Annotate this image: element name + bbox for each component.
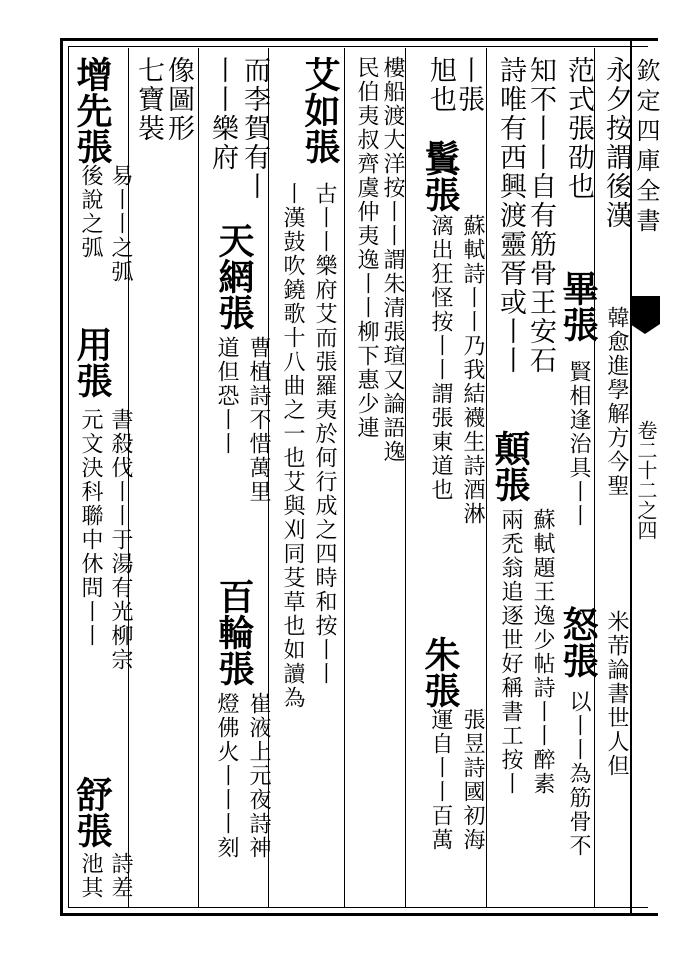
text-column: 蘇軾題王逸少帖詩丨丨醉素	[530, 508, 555, 796]
text-column: 樓船渡大洋按丨丨謂朱清張瑄又論語逸	[380, 56, 405, 464]
text-column: 道但恐丨丨	[214, 336, 239, 456]
text-column: 旭也	[425, 56, 456, 114]
text-column: 元文決科聯中休問丨丨	[78, 408, 103, 648]
entry-head: 用張	[71, 326, 113, 398]
text-column: 韓愈進學解方今聖	[604, 306, 629, 498]
text-column: 民伯夷叔齊虞仲夷逸丨丨柳下惠少連	[354, 56, 379, 440]
text-column: 後說之弧	[78, 164, 103, 260]
text-column: 永夕按謂後漢	[601, 56, 632, 230]
text-column: 米芾論書世人但	[604, 610, 629, 778]
text-column: 古丨丨樂府艾而張羅夷於何行成之四時和按丨丨	[312, 182, 337, 686]
text-column: 范式張劭也	[563, 56, 594, 201]
text-column: 易丨丨之弧	[108, 164, 133, 284]
text-column: 池其	[78, 852, 103, 900]
entry-head: 怒張	[557, 606, 599, 678]
text-column: 而李賀有丨	[239, 56, 270, 201]
entry-head: 畢張	[557, 270, 599, 342]
text-column: 兩禿翁追逐世好稱書工按丨	[498, 508, 523, 796]
text-column: 七寶裝	[133, 56, 164, 143]
text-column: 張昱詩國初海	[460, 708, 485, 852]
text-column: 以丨丨為筋骨不	[566, 690, 591, 858]
text-column: 崔液上元夜詩神	[246, 692, 271, 860]
text-column: 詩唯有西興渡靈胥或丨丨	[495, 56, 526, 375]
entry-head: 朱張	[419, 636, 461, 708]
column-rule	[344, 48, 345, 908]
entry-head: 鬒張	[419, 140, 461, 212]
text-column: 丨丨樂府	[207, 56, 238, 172]
entry-head: 增先張	[71, 56, 113, 164]
text-column: 賢相逢治具丨丨	[566, 360, 591, 528]
text-column: 書殺伐丨丨于湯有光柳宗	[108, 408, 133, 672]
text-column: 蘇軾詩丨丨乃我結襪生詩酒淋	[460, 214, 485, 526]
entry-head: 舒張	[71, 776, 113, 848]
text-column: 丨漢鼓吹鐃歌十八曲之一也艾與刈同芟草也如讀為	[280, 182, 305, 710]
text-column: 曹植詩不惜萬里	[246, 336, 271, 504]
entry-head: 顛張	[489, 430, 531, 502]
text-column: 丨張	[453, 56, 484, 114]
juan-number: 卷二十二之四	[634, 420, 658, 540]
text-column: 知不丨丨自有筋骨王安石	[525, 56, 556, 375]
entry-head: 天網張	[213, 222, 255, 330]
book-title: 欽定四庫全書	[632, 58, 660, 238]
text-column: 詩差	[108, 852, 133, 900]
entry-head: 百輪張	[213, 578, 255, 686]
text-column: 運自丨丨百萬	[428, 708, 453, 852]
text-column: 像圖形	[163, 56, 194, 143]
text-column: 漓出狂怪按丨丨謂張東道也	[428, 214, 453, 502]
entry-head: 艾如張	[299, 56, 341, 164]
column-rule	[198, 48, 199, 908]
text-column: 燈佛火丨丨丨刻	[214, 692, 239, 860]
